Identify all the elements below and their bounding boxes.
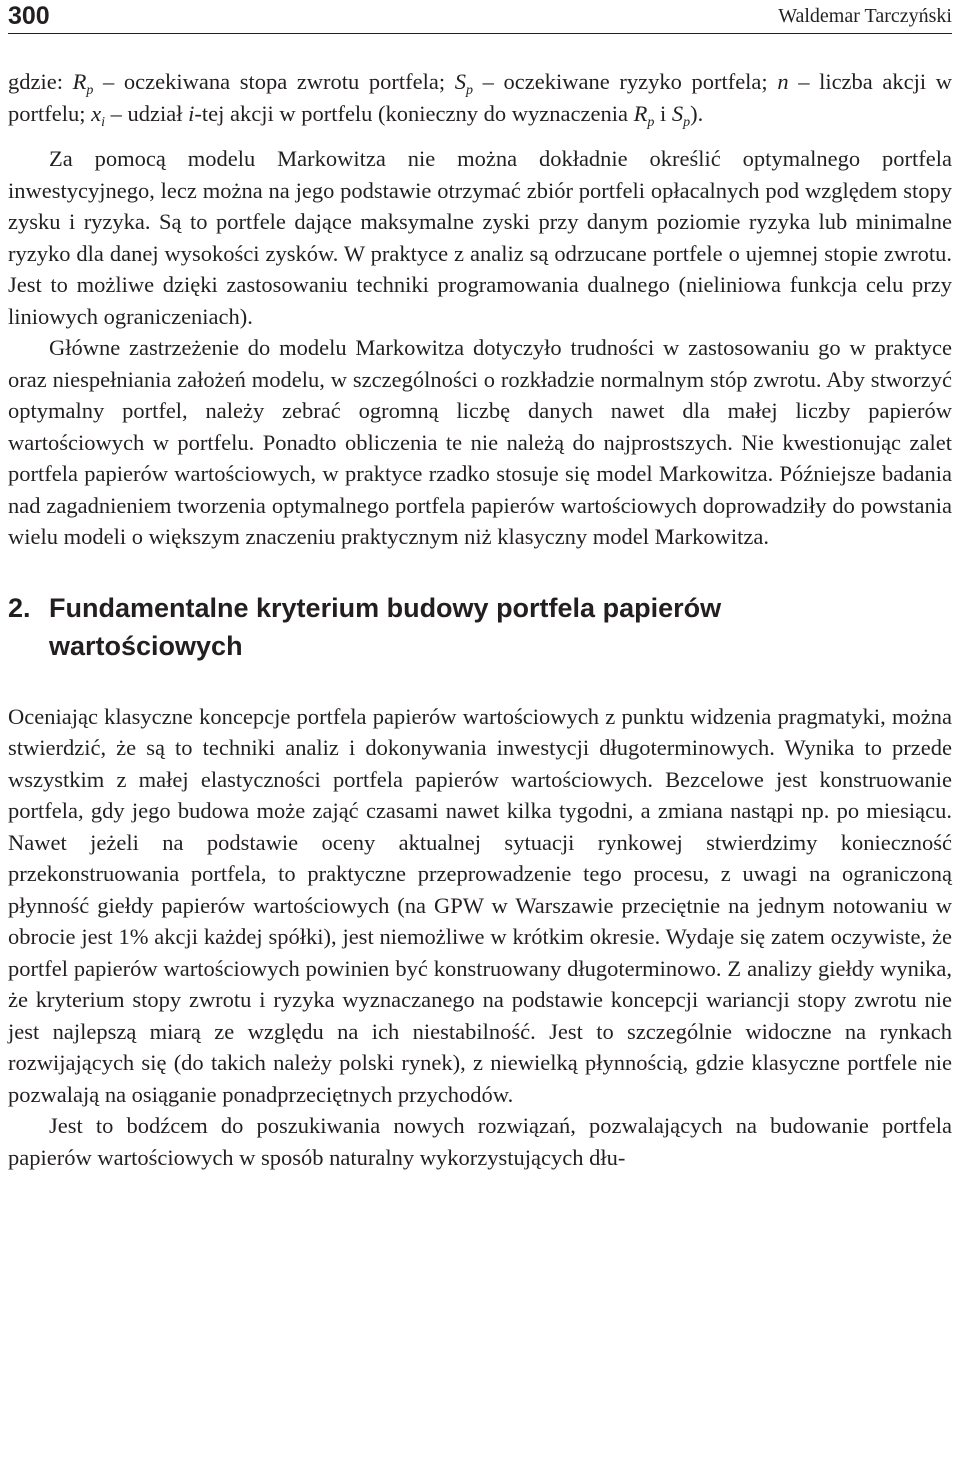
section-title-line1: Fundamentalne kryterium budowy portfela papierów <box>49 592 722 623</box>
x-description-b: -tej akcji w portfelu (konieczny do wyznaczenia <box>194 100 634 126</box>
running-header <box>8 0 952 34</box>
paragraph-2: Główne zastrzeżenie do modelu Markowitza dotyczyło trudności w zastosowaniu go w praktyce oraz niespełniania założeń modelu, w szczególności o rozkładzie normalnym stóp zwrotu. Aby stworzyć optymalny portfel, należy zebrać ogromną liczbę danych nawet dla małej liczby papierów wartościowych w portfelu. Ponadto obliczenia te nie należą do najprostszych. Nie kwestionując zalet portfela papierów wartościowych, w praktyce rzadko stosuje się model Markowitza. Późniejsze badania nad zagadnieniem tworzenia optymalnego portfela papierów wartościowych doprowadziły do powstania wielu modeli o większym znaczeniu praktycznym niż klasyczny model Markowitza. <box>8 335 952 549</box>
tail-end: ). <box>690 100 704 126</box>
article-body <box>8 66 952 1173</box>
symbol-n: n <box>777 69 789 94</box>
symbol-sp-sub: p <box>466 83 474 98</box>
symbol-rp: R <box>72 69 87 94</box>
tail-and: i <box>654 100 672 126</box>
definitions-lead: gdzie: <box>8 69 63 94</box>
section-title-line2: wartościowych <box>49 630 243 661</box>
paragraph-4: Jest to bodźcem do poszukiwania nowych rozwiązań, pozwalających na budowanie portfela papierów wartościowych w sposób naturalny wykorzystujących dłu- <box>8 1113 952 1170</box>
sp-description: – oczekiwane ryzyko portfela; <box>473 69 778 94</box>
section-heading <box>8 589 952 665</box>
symbol-rp-sub: p <box>86 83 94 98</box>
paragraph-1: Za pomocą modelu Markowitza nie można dokładnie określić optymalnego portfela inwestycyjnego, lecz można na jego podstawie otrzymać zbiór portfeli opłacalnych pod względem stopy zysku i ryzyka. Są to portfele dające maksymalne zyski przy danym poziomie ryzyka lub minimalne ryzyko dla danej wysokości zysków. W praktyce z analiz są odrzucane portfele o ujemnej stopie zwrotu. Jest to możliwe dzięki zastosowaniu techniki programowania dualnego (nieliniowa funkcja celu przy liniowych ograniczeniach). <box>8 146 952 329</box>
tail-symbol-s-sub: p <box>683 114 691 130</box>
symbol-x-sub: i <box>101 114 105 130</box>
x-description-a: – udział <box>105 100 189 126</box>
variable-definitions <box>8 66 952 129</box>
running-author: Waldemar Tarczyński <box>778 5 952 27</box>
page-number: 300 <box>8 2 50 30</box>
tail-symbol-r: R <box>633 100 648 126</box>
section-number: 2. <box>8 592 31 623</box>
rp-description: – oczekiwana stopa zwrotu portfela; <box>93 69 455 94</box>
symbol-sp: S <box>454 69 467 94</box>
n-description: – liczba akcji w portfelu; <box>8 69 953 126</box>
symbol-x: x <box>91 100 102 126</box>
paragraph-3: Oceniając klasyczne koncepcje portfela papierów wartościowych z punktu widzenia pragmatyki, można stwierdzić, że są to techniki analiz i dokonywania inwestycji długoterminowych. Wynika to przede wszystkim z małej elastyczności portfela papierów wartościowych. Bezcelowe jest konstruowanie portfela, gdy jego budowa może zająć czasami nawet kilka tygodni, a zmiana nastąpi np. po miesiącu. Nawet jeżeli na podstawie oceny aktualnej sytuacji rynkowej stwierdzimy konieczność przekonstruowania portfela, to praktyczne przeprowadzenie tego procesu, z uwagi na ograniczoną płynność giełdy papierów wartościowych (na GPW w Warszawie przeciętnie na jednym notowaniu w obrocie jest 1% akcji każdej spółki), jest niemożliwe w krótkim okresie. Wydaje się zatem oczywiste, że portfel papierów wartościowych powinien być konstruowany długoterminowo. Z analizy giełdy wynika, że kryterium stopy zwrotu i ryzyka wyznaczanego na podstawie koncepcji wariancji stopy zwrotu nie jest najlepszą miarą ze względu na ich niestabilność. Jest to szczególnie widoczne na rynkach rozwijających się (do takich należy polski rynek), z niewielką płynnością, gdzie klasyczne portfele nie pozwalają na osiąganie ponadprzeciętnych przychodów. <box>8 703 952 1107</box>
tail-symbol-s: S <box>671 100 684 126</box>
x-description-i: i <box>188 100 195 126</box>
tail-symbol-r-sub: p <box>647 114 655 130</box>
